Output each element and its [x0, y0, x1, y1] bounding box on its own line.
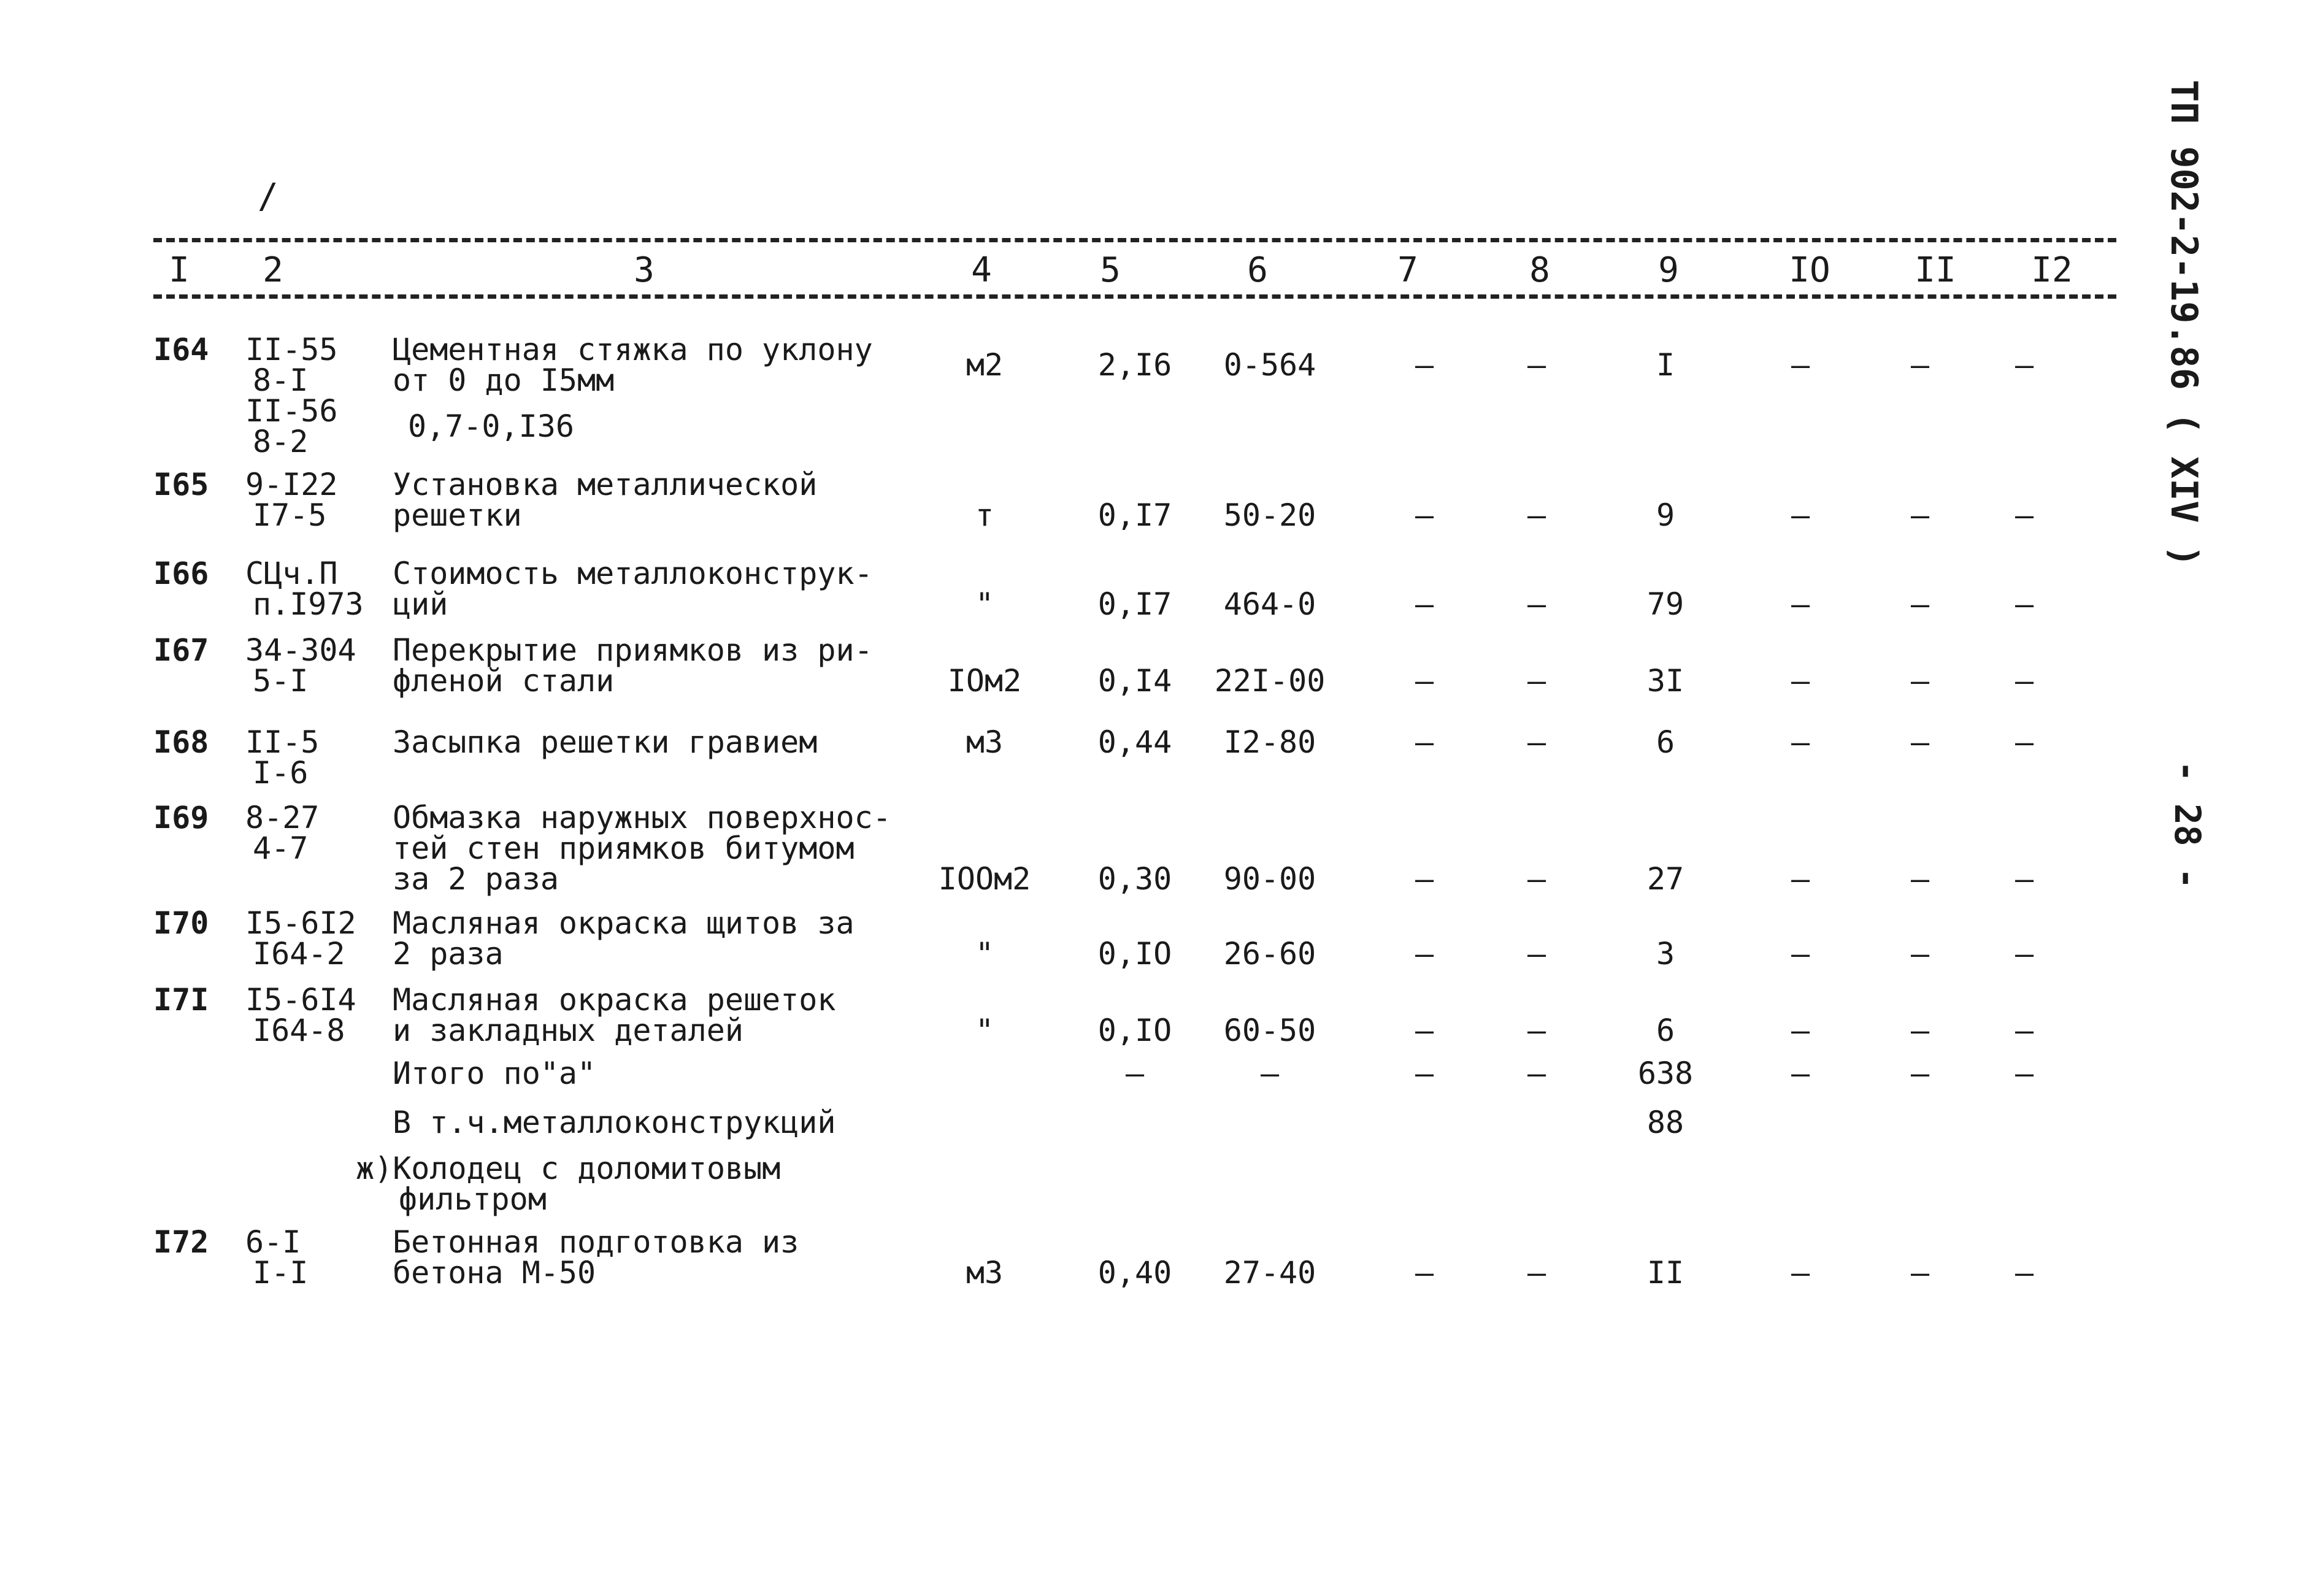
row-description: Масляная окраска решеток: [393, 982, 836, 1018]
row-c7: –: [1415, 1255, 1434, 1291]
row-c11: –: [1910, 347, 1930, 383]
row-number: I67: [153, 632, 209, 668]
row-c8: –: [1527, 936, 1546, 972]
row-c8: –: [1527, 724, 1546, 760]
row-description: от 0 до I5мм: [393, 363, 615, 398]
row-c5: 0,I7: [1097, 497, 1172, 533]
row-description: за 2 раза: [393, 861, 559, 897]
row-code: 8-I: [253, 363, 309, 398]
row-c8: –: [1527, 347, 1546, 383]
row-c9: II: [1646, 1255, 1684, 1291]
row-code: I64-8: [253, 1013, 345, 1048]
row-c11: –: [1910, 497, 1930, 533]
row-c9: 3I: [1646, 663, 1684, 699]
row-c10: –: [1791, 497, 1810, 533]
row-c6: 90-00: [1223, 861, 1316, 897]
row-description: Засыпка решетки гравием: [393, 724, 818, 760]
row-code: I64-2: [253, 936, 345, 972]
row-code: I5-6I2: [245, 905, 356, 941]
row-c7: –: [1415, 1013, 1434, 1048]
row-c12: –: [2015, 586, 2034, 622]
header-col-11: II: [1915, 250, 1956, 290]
row-c5: 0,I4: [1097, 663, 1172, 699]
row-c12: –: [2015, 1013, 2034, 1048]
row-c6: 27-40: [1223, 1255, 1316, 1291]
header-col-9: 9: [1658, 250, 1679, 290]
header-col-4: 4: [971, 250, 992, 290]
row-code: II-5: [245, 724, 320, 760]
section-label: ж)Колодец с доломитовым: [356, 1151, 781, 1186]
row-description: Обмазка наружных поверхнос-: [393, 800, 891, 835]
row-c11: –: [1910, 1255, 1930, 1291]
row-c12: –: [2015, 663, 2034, 699]
row-c7: –: [1415, 663, 1434, 699]
header-bottom-rule: [153, 294, 2116, 299]
row-c12: –: [2015, 724, 2034, 760]
row-code: СЦч.П: [245, 556, 338, 591]
row-code: 8-2: [253, 424, 309, 459]
row-description: Перекрытие приямков из ри-: [393, 632, 873, 668]
row-c9: 6: [1656, 724, 1675, 760]
row-description: Бетонная подготовка из: [393, 1224, 799, 1260]
header-col-8: 8: [1529, 250, 1550, 290]
row-c6: 26-60: [1223, 936, 1316, 972]
row-c12: –: [2015, 1255, 2034, 1291]
header-col-6: 6: [1247, 250, 1268, 290]
header-col-2: 2: [263, 250, 283, 290]
row-c12: –: [2015, 347, 2034, 383]
row-description: 2 раза: [393, 936, 504, 972]
row-code: 9-I22: [245, 467, 338, 502]
row-description-extra: 0,7-0,I36: [408, 409, 574, 444]
row-unit: м3: [966, 724, 1004, 760]
total-c9: 638: [1637, 1056, 1694, 1091]
row-c5: 0,IO: [1097, 1013, 1172, 1048]
row-unit: т: [975, 497, 994, 533]
row-description: фленой стали: [393, 663, 615, 699]
row-c5: 2,I6: [1097, 347, 1172, 383]
total-c10: –: [1791, 1056, 1810, 1091]
total-c8: –: [1527, 1056, 1546, 1091]
row-c9: 79: [1646, 586, 1684, 622]
row-unit: м3: [966, 1255, 1004, 1291]
row-c8: –: [1527, 497, 1546, 533]
total-c12: –: [2015, 1056, 2034, 1091]
header-top-rule: [153, 238, 2116, 242]
row-c11: –: [1910, 586, 1930, 622]
row-c10: –: [1791, 1255, 1810, 1291]
row-code: I-I: [253, 1255, 309, 1291]
row-c6: 464-0: [1223, 586, 1316, 622]
row-description: и закладных деталей: [393, 1013, 743, 1048]
row-c12: –: [2015, 861, 2034, 897]
row-c9: I: [1656, 347, 1675, 383]
row-c11: –: [1910, 936, 1930, 972]
row-description: Цементная стяжка по уклону: [393, 332, 873, 367]
row-c7: –: [1415, 586, 1434, 622]
row-c9: 6: [1656, 1013, 1675, 1048]
row-c10: –: [1791, 861, 1810, 897]
header-col-7: 7: [1397, 250, 1418, 290]
row-c5: 0,40: [1097, 1255, 1172, 1291]
total-c7: –: [1415, 1056, 1434, 1091]
section-label: фильтром: [399, 1181, 547, 1217]
row-code: п.I973: [253, 586, 364, 622]
total-c11: –: [1910, 1056, 1930, 1091]
row-c8: –: [1527, 586, 1546, 622]
row-number: I7I: [153, 982, 209, 1018]
row-code: I7-5: [253, 497, 327, 533]
row-c6: 0-564: [1223, 347, 1316, 383]
row-c5: 0,30: [1097, 861, 1172, 897]
row-c6: 60-50: [1223, 1013, 1316, 1048]
row-c11: –: [1910, 724, 1930, 760]
row-unit: IOм2: [947, 663, 1022, 699]
row-c7: –: [1415, 936, 1434, 972]
row-c9: 9: [1656, 497, 1675, 533]
row-description: бетона М-50: [393, 1255, 596, 1291]
row-number: I69: [153, 800, 209, 835]
row-code: 34-304: [245, 632, 356, 668]
row-c5: 0,I7: [1097, 586, 1172, 622]
row-c7: –: [1415, 497, 1434, 533]
row-code: 5-I: [253, 663, 309, 699]
total-c6: –: [1260, 1056, 1280, 1091]
header-col-10: IO: [1789, 250, 1830, 290]
side-document-code: ТП 902-2-19.86 ( XIV ): [2162, 80, 2205, 567]
row-code: 6-I: [245, 1224, 301, 1260]
row-description: Установка металлической: [393, 467, 818, 502]
total-c5: –: [1125, 1056, 1145, 1091]
row-c10: –: [1791, 586, 1810, 622]
row-number: I70: [153, 905, 209, 941]
including-label: В т.ч.металлоконструкций: [393, 1105, 836, 1140]
row-description: Масляная окраска щитов за: [393, 905, 855, 941]
header-col-5: 5: [1100, 250, 1121, 290]
row-code: I5-6I4: [245, 982, 356, 1018]
header-col-3: 3: [634, 250, 655, 290]
row-c5: 0,IO: [1097, 936, 1172, 972]
row-unit: м2: [966, 347, 1004, 383]
row-c11: –: [1910, 1013, 1930, 1048]
row-c9: 3: [1656, 936, 1675, 972]
row-c8: –: [1527, 1013, 1546, 1048]
row-c6: 50-20: [1223, 497, 1316, 533]
row-unit: ": [975, 1013, 994, 1048]
row-c5: 0,44: [1097, 724, 1172, 760]
row-number: I64: [153, 332, 209, 367]
row-number: I65: [153, 467, 209, 502]
row-c10: –: [1791, 663, 1810, 699]
stray-mark: /: [258, 177, 278, 217]
row-c7: –: [1415, 724, 1434, 760]
row-unit: IOOм2: [938, 861, 1031, 897]
row-description: Стоимость металлоконструк-: [393, 556, 873, 591]
row-c7: –: [1415, 861, 1434, 897]
row-c8: –: [1527, 663, 1546, 699]
row-code: 8-27: [245, 800, 320, 835]
row-c8: –: [1527, 861, 1546, 897]
including-c9: 88: [1646, 1105, 1684, 1140]
row-number: I68: [153, 724, 209, 760]
row-c6: I2-80: [1223, 724, 1316, 760]
total-label: Итого по"а": [393, 1056, 596, 1091]
row-c11: –: [1910, 663, 1930, 699]
row-c11: –: [1910, 861, 1930, 897]
row-code: II-56: [245, 393, 338, 429]
row-description: ций: [393, 586, 448, 622]
row-description: решетки: [393, 497, 522, 533]
row-c10: –: [1791, 347, 1810, 383]
row-unit: ": [975, 936, 994, 972]
row-c10: –: [1791, 1013, 1810, 1048]
row-description: тей стен приямков битумом: [393, 831, 855, 866]
row-c7: –: [1415, 347, 1434, 383]
row-c10: –: [1791, 936, 1810, 972]
row-c6: 22I-00: [1214, 663, 1326, 699]
page-number: - 28 -: [2167, 761, 2208, 889]
row-c10: –: [1791, 724, 1810, 760]
row-c12: –: [2015, 936, 2034, 972]
row-code: II-55: [245, 332, 338, 367]
row-c12: –: [2015, 497, 2034, 533]
row-number: I66: [153, 556, 209, 591]
row-number: I72: [153, 1224, 209, 1260]
header-col-1: I: [169, 250, 190, 290]
row-code: 4-7: [253, 831, 309, 866]
row-unit: ": [975, 586, 994, 622]
header-col-12: I2: [2031, 250, 2073, 290]
row-c9: 27: [1646, 861, 1684, 897]
row-code: I-6: [253, 755, 309, 791]
row-c8: –: [1527, 1255, 1546, 1291]
